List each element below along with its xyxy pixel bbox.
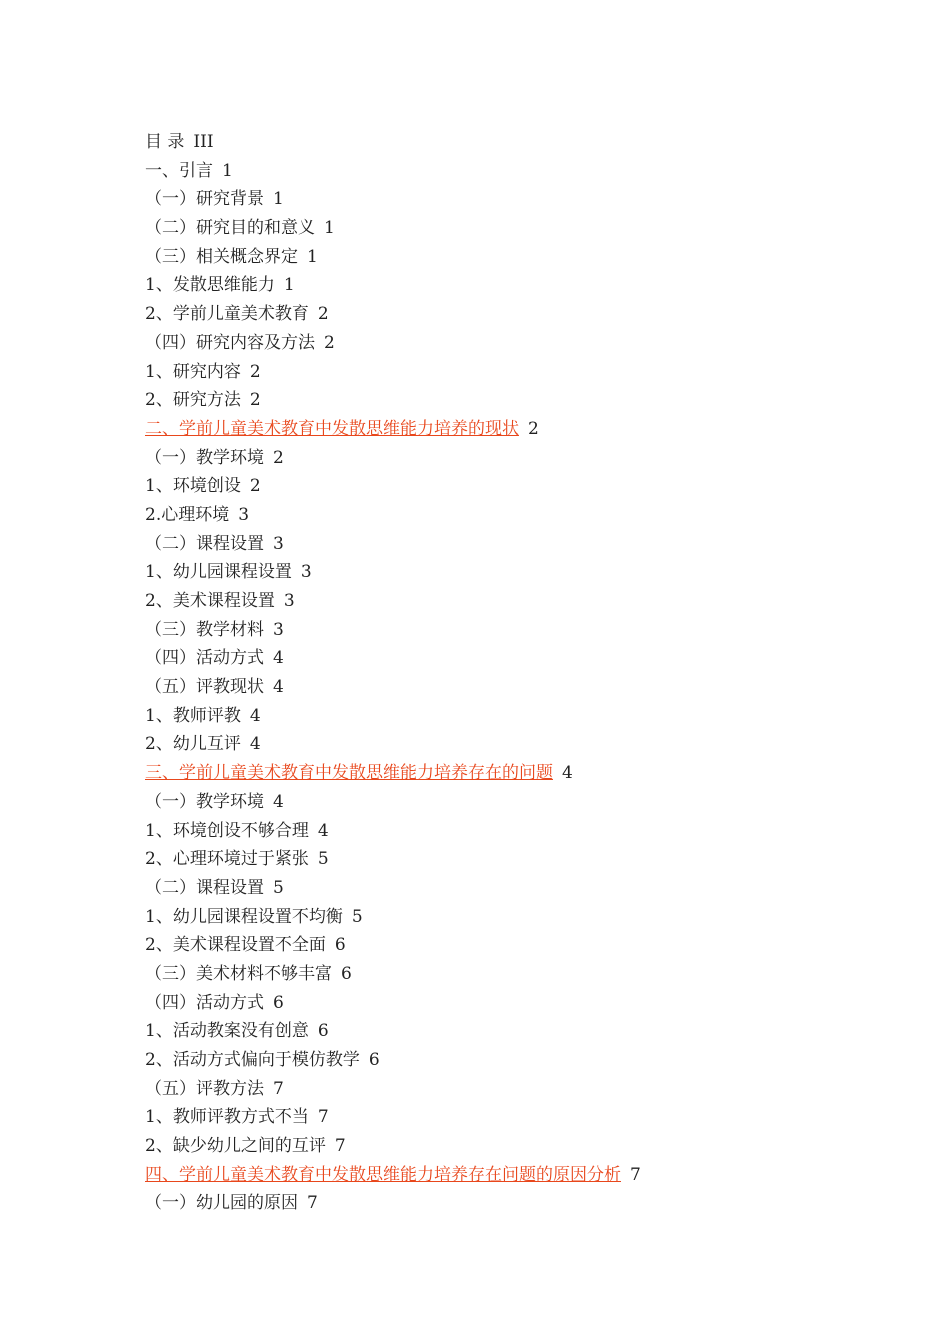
table-of-contents bbox=[145, 128, 905, 1218]
toc-entry-page: 1 bbox=[307, 246, 318, 267]
toc-entry bbox=[145, 1103, 905, 1132]
toc-entry bbox=[145, 845, 905, 874]
toc-entry-link[interactable]: 三、学前儿童美术教育中发散思维能力培养存在的问题 bbox=[145, 763, 553, 784]
toc-entry-title: （三）美术材料不够丰富 bbox=[145, 963, 332, 984]
toc-entry-title: （四）活动方式 bbox=[145, 992, 264, 1013]
toc-entry-title: 1、研究内容 bbox=[145, 361, 241, 382]
toc-entry-page: 2 bbox=[249, 361, 261, 382]
toc-entry bbox=[145, 644, 905, 673]
toc-entry bbox=[145, 386, 905, 415]
toc-entry-title: 1、发散思维能力 bbox=[145, 275, 275, 296]
toc-entry-page: 5 bbox=[351, 906, 363, 927]
toc-entry-title: 2.心理环境 bbox=[145, 504, 230, 525]
toc-entry bbox=[145, 214, 905, 243]
toc-entry-page: III bbox=[193, 132, 214, 152]
toc-entry-title: （三）相关概念界定 bbox=[145, 246, 298, 267]
toc-entry-page: 6 bbox=[341, 963, 352, 984]
toc-entry-title: 2、缺少幼儿之间的互评 bbox=[145, 1136, 326, 1157]
toc-entry bbox=[145, 931, 905, 960]
toc-entry-title: （四）研究内容及方法 bbox=[145, 332, 315, 353]
toc-entry-title: 2、心理环境过于紧张 bbox=[145, 849, 309, 870]
toc-entry-title: （二）课程设置 bbox=[145, 533, 264, 554]
toc-entry[interactable] bbox=[145, 415, 905, 444]
toc-entry bbox=[145, 616, 905, 645]
toc-entry bbox=[145, 329, 905, 358]
toc-entry-title: 2、活动方式偏向于模仿教学 bbox=[145, 1050, 360, 1070]
toc-entry bbox=[145, 1132, 905, 1161]
toc-entry bbox=[145, 1017, 905, 1046]
toc-entry-title: （二）研究目的和意义 bbox=[145, 218, 315, 239]
toc-entry bbox=[145, 185, 905, 214]
toc-entry bbox=[145, 128, 905, 157]
toc-entry-page: 3 bbox=[283, 591, 295, 611]
toc-entry bbox=[145, 1189, 905, 1218]
toc-entry-title: 一、引言 bbox=[145, 160, 213, 181]
toc-entry-title: （五）评教方法 bbox=[145, 1078, 264, 1099]
toc-entry-page: 7 bbox=[317, 1107, 329, 1128]
toc-entry bbox=[145, 444, 905, 473]
toc-entry bbox=[145, 243, 905, 272]
toc-entry-title: 2、美术课程设置不全面 bbox=[145, 935, 326, 956]
toc-entry-page: 3 bbox=[273, 533, 284, 554]
toc-entry-page: 3 bbox=[273, 619, 284, 640]
toc-entry-page: 2 bbox=[324, 332, 335, 353]
toc-entry-title: （一）教学环境 bbox=[145, 447, 264, 468]
toc-entry-page: 4 bbox=[317, 820, 329, 841]
toc-entry-title: 2、幼儿互评 bbox=[145, 734, 241, 755]
toc-entry-page: 1 bbox=[222, 160, 233, 181]
toc-entry-page: 2 bbox=[528, 418, 539, 439]
toc-entry[interactable] bbox=[145, 759, 905, 788]
toc-entry bbox=[145, 1046, 905, 1075]
toc-entry-page: 6 bbox=[368, 1050, 380, 1070]
toc-entry-title: 1、教师评教 bbox=[145, 705, 241, 726]
toc-entry-title: 1、幼儿园课程设置 bbox=[145, 562, 292, 583]
toc-entry bbox=[145, 903, 905, 932]
toc-entry bbox=[145, 702, 905, 731]
toc-entry-title: 2、研究方法 bbox=[145, 390, 241, 411]
toc-entry bbox=[145, 157, 905, 186]
toc-entry-page: 7 bbox=[273, 1078, 284, 1099]
toc-entry-page: 1 bbox=[283, 275, 295, 296]
toc-entry bbox=[145, 558, 905, 587]
toc-entry-link[interactable]: 二、学前儿童美术教育中发散思维能力培养的现状 bbox=[145, 418, 519, 439]
toc-entry bbox=[145, 271, 905, 300]
toc-entry-page: 3 bbox=[300, 562, 312, 583]
toc-entry-page: 3 bbox=[238, 504, 250, 525]
toc-entry-title: （二）课程设置 bbox=[145, 877, 264, 898]
toc-entry-page: 5 bbox=[273, 877, 284, 898]
toc-entry-page: 4 bbox=[249, 705, 261, 726]
toc-entry-page: 7 bbox=[630, 1164, 641, 1185]
toc-entry-title: （一）教学环境 bbox=[145, 791, 264, 812]
toc-entry-title: 目 录 bbox=[145, 132, 185, 152]
toc-entry bbox=[145, 730, 905, 759]
toc-entry-page: 5 bbox=[317, 849, 329, 870]
toc-entry-page: 6 bbox=[334, 935, 346, 956]
toc-entry-page: 2 bbox=[317, 304, 329, 325]
toc-entry-page: 4 bbox=[562, 763, 573, 784]
toc-entry-page: 1 bbox=[324, 218, 335, 239]
toc-entry-title: 1、环境创设 bbox=[145, 476, 241, 497]
toc-entry-link[interactable]: 四、学前儿童美术教育中发散思维能力培养存在问题的原因分析 bbox=[145, 1164, 621, 1185]
toc-entry-page: 4 bbox=[273, 648, 284, 669]
toc-entry-page: 6 bbox=[273, 992, 284, 1013]
toc-entry bbox=[145, 960, 905, 989]
toc-entry-page: 2 bbox=[249, 476, 261, 497]
toc-entry-title: （一）幼儿园的原因 bbox=[145, 1193, 298, 1214]
toc-entry-page: 1 bbox=[273, 189, 284, 210]
toc-entry-page: 7 bbox=[307, 1193, 318, 1214]
toc-entry-page: 2 bbox=[273, 447, 284, 468]
toc-entry-page: 2 bbox=[249, 390, 261, 411]
toc-entry bbox=[145, 673, 905, 702]
toc-entry-title: （四）活动方式 bbox=[145, 648, 264, 669]
toc-entry-title: 2、美术课程设置 bbox=[145, 591, 275, 611]
toc-entry-page: 4 bbox=[273, 791, 284, 812]
toc-entry bbox=[145, 358, 905, 387]
toc-entry-title: （一）研究背景 bbox=[145, 189, 264, 210]
toc-entry-page: 6 bbox=[317, 1021, 329, 1042]
toc-entry-page: 4 bbox=[249, 734, 261, 755]
toc-entry bbox=[145, 817, 905, 846]
toc-entry-title: （三）教学材料 bbox=[145, 619, 264, 640]
toc-entry bbox=[145, 501, 905, 530]
toc-entry-page: 4 bbox=[273, 677, 284, 698]
toc-entry-title: 1、幼儿园课程设置不均衡 bbox=[145, 906, 343, 927]
toc-entry bbox=[145, 530, 905, 559]
toc-entry-title: 1、教师评教方式不当 bbox=[145, 1107, 309, 1128]
toc-entry bbox=[145, 300, 905, 329]
toc-entry-page: 7 bbox=[334, 1136, 346, 1157]
toc-entry-title: 1、环境创设不够合理 bbox=[145, 820, 309, 841]
toc-entry bbox=[145, 587, 905, 616]
toc-entry bbox=[145, 1075, 905, 1104]
toc-entry-title: 2、学前儿童美术教育 bbox=[145, 304, 309, 325]
toc-entry bbox=[145, 788, 905, 817]
toc-entry bbox=[145, 874, 905, 903]
toc-entry[interactable] bbox=[145, 1161, 905, 1190]
toc-entry-title: 1、活动教案没有创意 bbox=[145, 1021, 309, 1042]
toc-entry-title: （五）评教现状 bbox=[145, 677, 264, 698]
toc-entry bbox=[145, 989, 905, 1018]
toc-entry bbox=[145, 472, 905, 501]
